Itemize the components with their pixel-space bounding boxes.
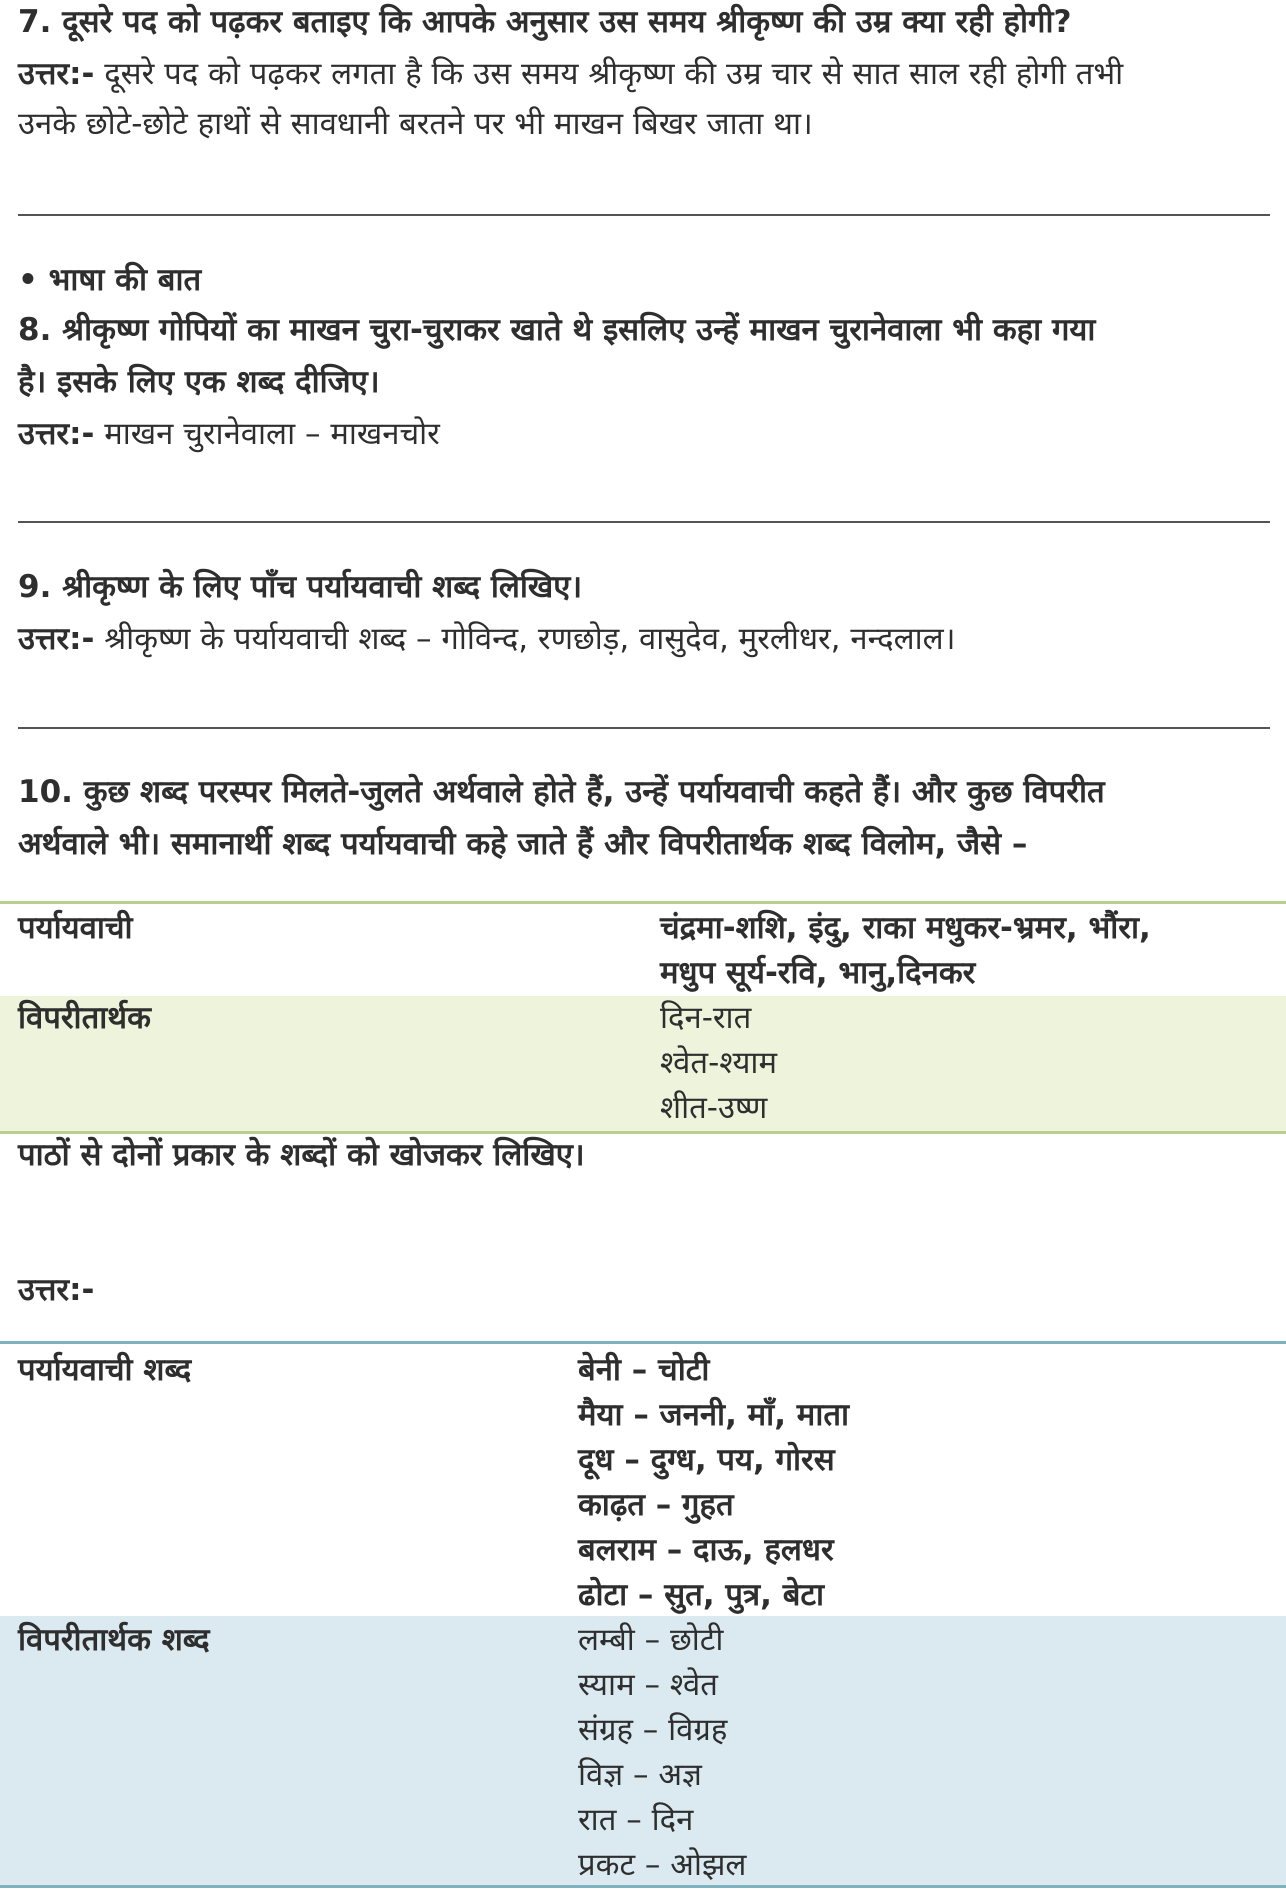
row-label: पर्यायवाची xyxy=(18,910,133,946)
value: स्याम – श्वेत xyxy=(578,1667,718,1703)
value: शीत-उष्ण xyxy=(660,1090,768,1126)
answer-label: उत्तर:- xyxy=(18,1272,95,1308)
row-values xyxy=(660,996,777,1131)
value: चंद्रमा-शशि, इंदु, राका मधुकर-भ्रमर, भौंरा, xyxy=(660,910,1151,946)
q7-answer-line1 xyxy=(18,54,1123,94)
table-row xyxy=(0,901,1286,999)
table-row xyxy=(0,1341,1286,1619)
value: श्वेत-श्याम xyxy=(660,1045,777,1081)
row-label: विपरीतार्थक xyxy=(18,1000,151,1036)
row-values xyxy=(578,1618,746,1888)
value: मधुप सूर्य-रवि, भानु,दिनकर xyxy=(660,955,976,991)
row-label: विपरीतार्थक शब्द xyxy=(18,1622,210,1658)
q8-question-line1: 8. श्रीकृष्ण गोपियों का माखन चुरा-चुराकर खाते थे इसलिए उन्हें माखन चुरानेवाला भी कहा गया xyxy=(18,312,1096,348)
answer-label: उत्तर:- xyxy=(18,416,95,452)
q8-question-line2: है। इसके लिए एक शब्द दीजिए। xyxy=(18,364,380,400)
divider xyxy=(18,521,1270,523)
table-row xyxy=(0,1616,1286,1888)
q8-answer xyxy=(18,414,440,454)
value: दिन-रात xyxy=(660,1000,752,1036)
answer-text: माखन चुरानेवाला – माखनचोर xyxy=(94,416,440,452)
value: काढ़त – गुहत xyxy=(578,1487,734,1523)
value: बलराम – दाऊ, हलधर xyxy=(578,1532,834,1568)
value: मैया – जननी, माँ, माता xyxy=(578,1397,850,1433)
value: ढोटा – सुत, पुत्र, बेटा xyxy=(578,1577,825,1613)
section-heading: • भाषा की बात xyxy=(18,262,202,298)
value: बेनी – चोटी xyxy=(578,1352,710,1388)
answer-label: उत्तर:- xyxy=(18,621,95,657)
answer-text: दूसरे पद को पढ़कर लगता है कि उस समय श्रीकृष्ण की उम्र चार से सात साल रही होगी तभी xyxy=(94,56,1124,92)
divider xyxy=(18,214,1270,216)
divider xyxy=(18,727,1270,729)
q7-question: 7. दूसरे पद को पढ़कर बताइए कि आपके अनुसार उस समय श्रीकृष्ण की उम्र क्या रही होगी? xyxy=(18,4,1072,40)
table-row xyxy=(0,996,1286,1134)
row-values xyxy=(578,1348,849,1618)
q10-question-line2: अर्थवाले भी। समानार्थी शब्द पर्यायवाची कहे जाते हैं और विपरीतार्थक शब्द विलोम, जैसे – xyxy=(18,826,1028,862)
row-label: पर्यायवाची शब्द xyxy=(18,1352,192,1388)
row-values xyxy=(660,906,1151,996)
answer-text: श्रीकृष्ण के पर्यायवाची शब्द – गोविन्द, रणछोड़, वासुदेव, मुरलीधर, नन्दलाल। xyxy=(94,621,956,657)
value: संग्रह – विग्रह xyxy=(578,1712,728,1748)
q7-answer-line2: उनके छोटे-छोटे हाथों से सावधानी बरतने पर भी माखन बिखर जाता था। xyxy=(18,106,813,142)
q9-answer xyxy=(18,619,955,659)
q10-question-line1: 10. कुछ शब्द परस्पर मिलते-जुलते अर्थवाले होते हैं, उन्हें पर्यायवाची कहते हैं। और कुछ विपरीत xyxy=(18,774,1105,810)
value: दूध – दुग्ध, पय, गोरस xyxy=(578,1442,835,1478)
value: प्रकट – ओझल xyxy=(578,1847,747,1883)
value: लम्बी – छोटी xyxy=(578,1622,724,1658)
value: रात – दिन xyxy=(578,1802,694,1838)
instruction: पाठों से दोनों प्रकार के शब्दों को खोजकर लिखिए। xyxy=(18,1137,585,1173)
value: विज्ञ – अज्ञ xyxy=(578,1757,702,1793)
q9-question: 9. श्रीकृष्ण के लिए पाँच पर्यायवाची शब्द लिखिए। xyxy=(18,569,583,605)
answer-label: उत्तर:- xyxy=(18,56,95,92)
